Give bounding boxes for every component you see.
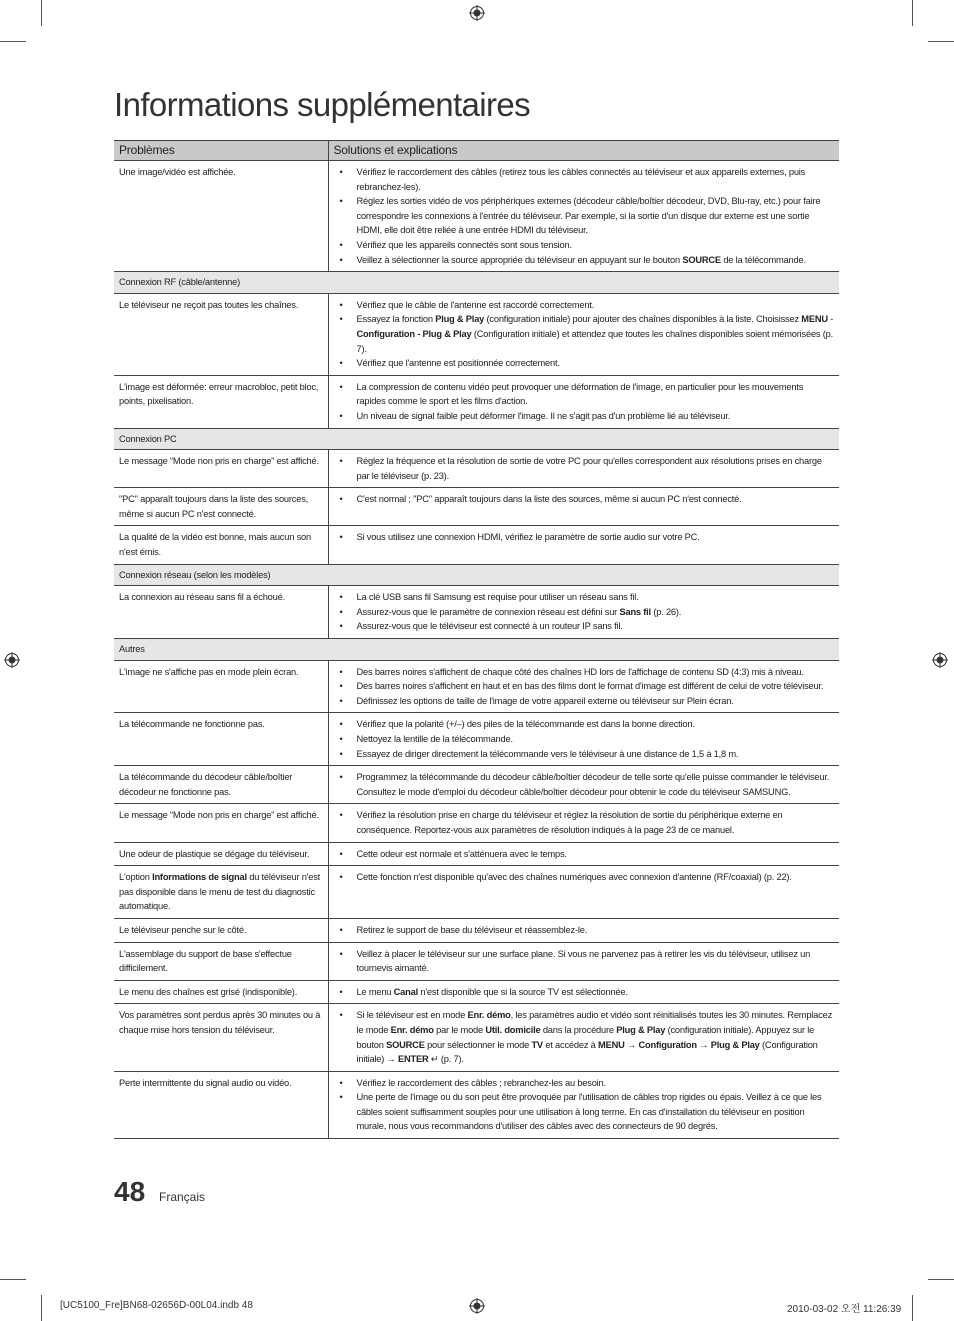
solution-bullet: • Vérifiez que les appareils connectés sont sous tension. — [357, 238, 835, 253]
crop-mark — [0, 41, 26, 42]
solution-cell — [328, 918, 839, 942]
solution-bullet: • La clé USB sans fil Samsung est requise pour utiliser un réseau sans fil. — [357, 590, 835, 605]
problem-cell: L'option Informations de signal du téléviseur n'est pas disponible dans le menu de test du diagnostic automatique. — [114, 866, 328, 919]
crop-mark — [912, 1295, 913, 1321]
problem-cell: Le message “Mode non pris en charge” est affiché. — [114, 804, 328, 842]
solution-cell — [328, 1004, 839, 1071]
problem-cell: Perte intermittente du signal audio ou vidéo. — [114, 1071, 328, 1138]
solution-cell — [328, 293, 839, 375]
problem-cell: Vos paramètres sont perdus après 30 minutes ou à chaque mise hors tension du téléviseur. — [114, 1004, 328, 1071]
table-row — [114, 375, 839, 428]
solution-cell — [328, 488, 839, 526]
table-row — [114, 713, 839, 766]
file-info: [UC5100_Fre]BN68-02656D-00L04.indb 48 — [60, 1300, 253, 1311]
column-header-problems: Problèmes — [114, 141, 328, 161]
section-label: Connexion PC — [114, 428, 839, 450]
solution-bullet: • Essayez de diriger directement la télécommande vers le téléviseur à une distance de 1,5 à 1,8 m. — [357, 747, 835, 762]
problem-cell: L'assemblage du support de base s'effectue difficilement. — [114, 942, 328, 980]
solution-cell — [328, 842, 839, 866]
problem-cell: La télécommande ne fonctionne pas. — [114, 713, 328, 766]
table-row — [114, 1004, 839, 1071]
problem-cell: Le message “Mode non pris en charge” est affiché. — [114, 450, 328, 488]
crop-mark — [928, 1279, 954, 1280]
solution-bullet: • Cette fonction n'est disponible qu'avec des chaînes numériques avec connexion d'antenne (RF/coaxial) (p. 22). — [357, 870, 835, 885]
solution-bullet: • Vérifiez que la polarité (+/–) des piles de la télécommande est dans la bonne direction. — [357, 717, 835, 732]
problem-cell: L'image est déformée: erreur macrobloc, petit bloc, points, pixelisation. — [114, 375, 328, 428]
table-row — [114, 450, 839, 488]
section-label: Connexion RF (câble/antenne) — [114, 272, 839, 294]
section-row — [114, 639, 839, 661]
solution-bullet: • Veillez à sélectionner la source appropriée du téléviseur en appuyant sur le bouton SOURCE de la télécommande. — [357, 253, 835, 268]
solution-bullet: • Des barres noires s'affichent en haut et en bas des films dont le format d'image est différent de celui de votre téléviseur. — [357, 679, 835, 694]
column-header-solutions: Solutions et explications — [328, 141, 839, 161]
problem-cell: Le téléviseur ne reçoit pas toutes les chaînes. — [114, 293, 328, 375]
crop-mark — [928, 41, 954, 42]
crop-mark — [0, 1279, 26, 1280]
problem-cell: Une odeur de plastique se dégage du téléviseur. — [114, 842, 328, 866]
solution-bullet: • Définissez les options de taille de l'image de votre appareil externe ou téléviseur sur Plein écran. — [357, 694, 835, 709]
solution-bullet: • Des barres noires s'affichent de chaque côté des chaînes HD lors de l'affichage de contenu SD (4:3) mis à niveau. — [357, 665, 835, 680]
problem-cell: "PC" apparaît toujours dans la liste des sources, même si aucun PC n'est connecté. — [114, 488, 328, 526]
section-row — [114, 428, 839, 450]
solution-bullet: • Cette odeur est normale et s'atténuera avec le temps. — [357, 847, 835, 862]
crosshair-registration-icon — [469, 1298, 485, 1314]
table-row — [114, 660, 839, 713]
problem-cell: L'image ne s'affiche pas en mode plein écran. — [114, 660, 328, 713]
problem-cell: La connexion au réseau sans fil a échoué. — [114, 586, 328, 639]
solution-bullet: • Réglez la fréquence et la résolution de sortie de votre PC pour qu'elles correspondent aux résolutions prises en charge par le téléviseur (p. 23). — [357, 454, 835, 483]
solution-cell — [328, 980, 839, 1004]
table-row — [114, 526, 839, 564]
crop-mark — [41, 1295, 42, 1321]
solution-cell — [328, 1071, 839, 1138]
solution-cell — [328, 526, 839, 564]
table-header-row — [114, 141, 839, 161]
table-row — [114, 1071, 839, 1138]
solution-cell — [328, 660, 839, 713]
solution-cell — [328, 586, 839, 639]
solution-bullet: • Vérifiez la résolution prise en charge du téléviseur et réglez la résolution de sortie du périphérique externe en conséquence. Reportez-vous aux paramètres de résolution indiqués à la page 23 de ce manuel. — [357, 808, 835, 837]
crop-mark — [41, 0, 42, 26]
solution-bullet: • Vérifiez que le câble de l'antenne est raccordé correctement. — [357, 298, 835, 313]
solution-bullet: • Programmez la télécommande du décodeur câble/boîtier décodeur de telle sorte qu'elle puisse commander le téléviseur. Consultez le mode d'emploi du décodeur câble/boîtier décodeur pour obtenir le code du téléviseur SAMSUNG. — [357, 770, 835, 799]
solution-bullet: • Vérifiez le raccordement des câbles ; rebranchez-les au besoin. — [357, 1076, 835, 1091]
table-row — [114, 866, 839, 919]
print-timestamp: 2010-03-02 오전 11:26:39 — [787, 1304, 902, 1315]
solution-bullet: • Un niveau de signal faible peut déformer l'image. Il ne s'agit pas d'un problème lié au téléviseur. — [357, 409, 835, 424]
solution-bullet: • Vérifiez le raccordement des câbles (retirez tous les câbles connectés au téléviseur et aux appareils externes, puis rebranchez-les). — [357, 165, 835, 194]
solution-cell — [328, 866, 839, 919]
solution-bullet: • Réglez les sorties vidéo de vos périphériques externes (décodeur câble/boîtier décodeur, DVD, Blu-ray, etc.) pour faire correspondre les connexions à l'entrée du téléviseur. Par exemple, si la sortie d'un disque dur externe est une sortie HDMI, elle doit être reliée à une entrée HDMI du téléviseur. — [357, 194, 835, 238]
solution-bullet: • Si le téléviseur est en mode Enr. démo, les paramètres audio et vidéo sont réinitialisés toutes les 30 minutes. Remplacez le mode Enr. démo par le mode Util. domicile dans la procédure Plug & Play (configuration initiale). Appuyez sur le bouton SOURCE pour sélectionner le mode TV et accédez à MENU → Configuration → Plug & Play (Configuration initiale) → ENTER ↵ (p. 7). — [357, 1008, 835, 1066]
table-row — [114, 293, 839, 375]
solution-bullet: • Assurez-vous que le paramètre de connexion réseau est défini sur Sans fil (p. 26). — [357, 605, 835, 620]
solution-bullet: • Essayez la fonction Plug & Play (configuration initiale) pour ajouter des chaînes disponibles à la liste. Choisissez MENU - Configuration - Plug & Play (Configuration initiale) et attendez que toutes les chaînes disponibles soient mémorisées (p. 7). — [357, 312, 835, 356]
solution-bullet: • Assurez-vous que le téléviseur est connecté à un routeur IP sans fil. — [357, 619, 835, 634]
page-number: 48 — [114, 1176, 146, 1207]
solution-bullet: • Veillez à placer le téléviseur sur une surface plane. Si vous ne parvenez pas à retirer les vis du téléviseur, utilisez un tournevis aimanté. — [357, 947, 835, 976]
solution-bullet: • Une perte de l'image ou du son peut être provoquée par l'utilisation de câbles trop rigides ou épais. Veillez à ce que les câbles soient suffisamment souples pour une utilisation à long terme. En cas d'installation du téléviseur en position murale, nous vous recommandons d'utiliser des câbles avec des connecteurs de 90 degrés. — [357, 1090, 835, 1134]
table-row — [114, 804, 839, 842]
section-label: Autres — [114, 639, 839, 661]
solution-bullet: • Si vous utilisez une connexion HDMI, vérifiez le paramètre de sortie audio sur votre PC. — [357, 530, 835, 545]
solution-cell — [328, 942, 839, 980]
table-row — [114, 980, 839, 1004]
solution-bullet: • Vérifiez que l'antenne est positionnée correctement. — [357, 356, 835, 371]
problem-cell: La qualité de la vidéo est bonne, mais aucun son n'est émis. — [114, 526, 328, 564]
table-row — [114, 766, 839, 804]
solution-cell — [328, 766, 839, 804]
solution-cell — [328, 161, 839, 272]
crosshair-registration-icon — [4, 652, 20, 668]
solution-cell — [328, 375, 839, 428]
solution-bullet: • Nettoyez la lentille de la télécommande. — [357, 732, 835, 747]
page-title: Informations supplémentaires — [114, 86, 531, 123]
crosshair-registration-icon — [932, 652, 948, 668]
solution-cell — [328, 450, 839, 488]
solution-cell — [328, 804, 839, 842]
section-row — [114, 564, 839, 586]
table-row — [114, 488, 839, 526]
solution-bullet: • La compression de contenu vidéo peut provoquer une déformation de l'image, en particulier pour les mouvements rapides comme le sport et les films d'action. — [357, 380, 835, 409]
crosshair-registration-icon — [469, 5, 485, 21]
problem-cell: Le menu des chaînes est grisé (indisponible). — [114, 980, 328, 1004]
crop-mark — [912, 0, 913, 26]
table-row — [114, 942, 839, 980]
table-row — [114, 161, 839, 272]
table-body — [114, 161, 839, 1139]
solution-cell — [328, 713, 839, 766]
problem-cell: Une image/vidéo est affichée. — [114, 161, 328, 272]
section-label: Connexion réseau (selon les modèles) — [114, 564, 839, 586]
table-row — [114, 918, 839, 942]
page-language: Français — [159, 1190, 206, 1204]
solution-bullet: • Retirez le support de base du téléviseur et réassemblez-le. — [357, 923, 835, 938]
table-row — [114, 586, 839, 639]
table-row — [114, 842, 839, 866]
section-row — [114, 272, 839, 294]
troubleshooting-table — [114, 140, 839, 1139]
solution-bullet: • C'est normal ; "PC" apparaît toujours dans la liste des sources, même si aucun PC n'est connecté. — [357, 492, 835, 507]
problem-cell: La télécommande du décodeur câble/boîtier décodeur ne fonctionne pas. — [114, 766, 328, 804]
problem-cell: Le téléviseur penche sur le côté. — [114, 918, 328, 942]
solution-bullet: • Le menu Canal n'est disponible que si la source TV est sélectionnée. — [357, 985, 835, 1000]
